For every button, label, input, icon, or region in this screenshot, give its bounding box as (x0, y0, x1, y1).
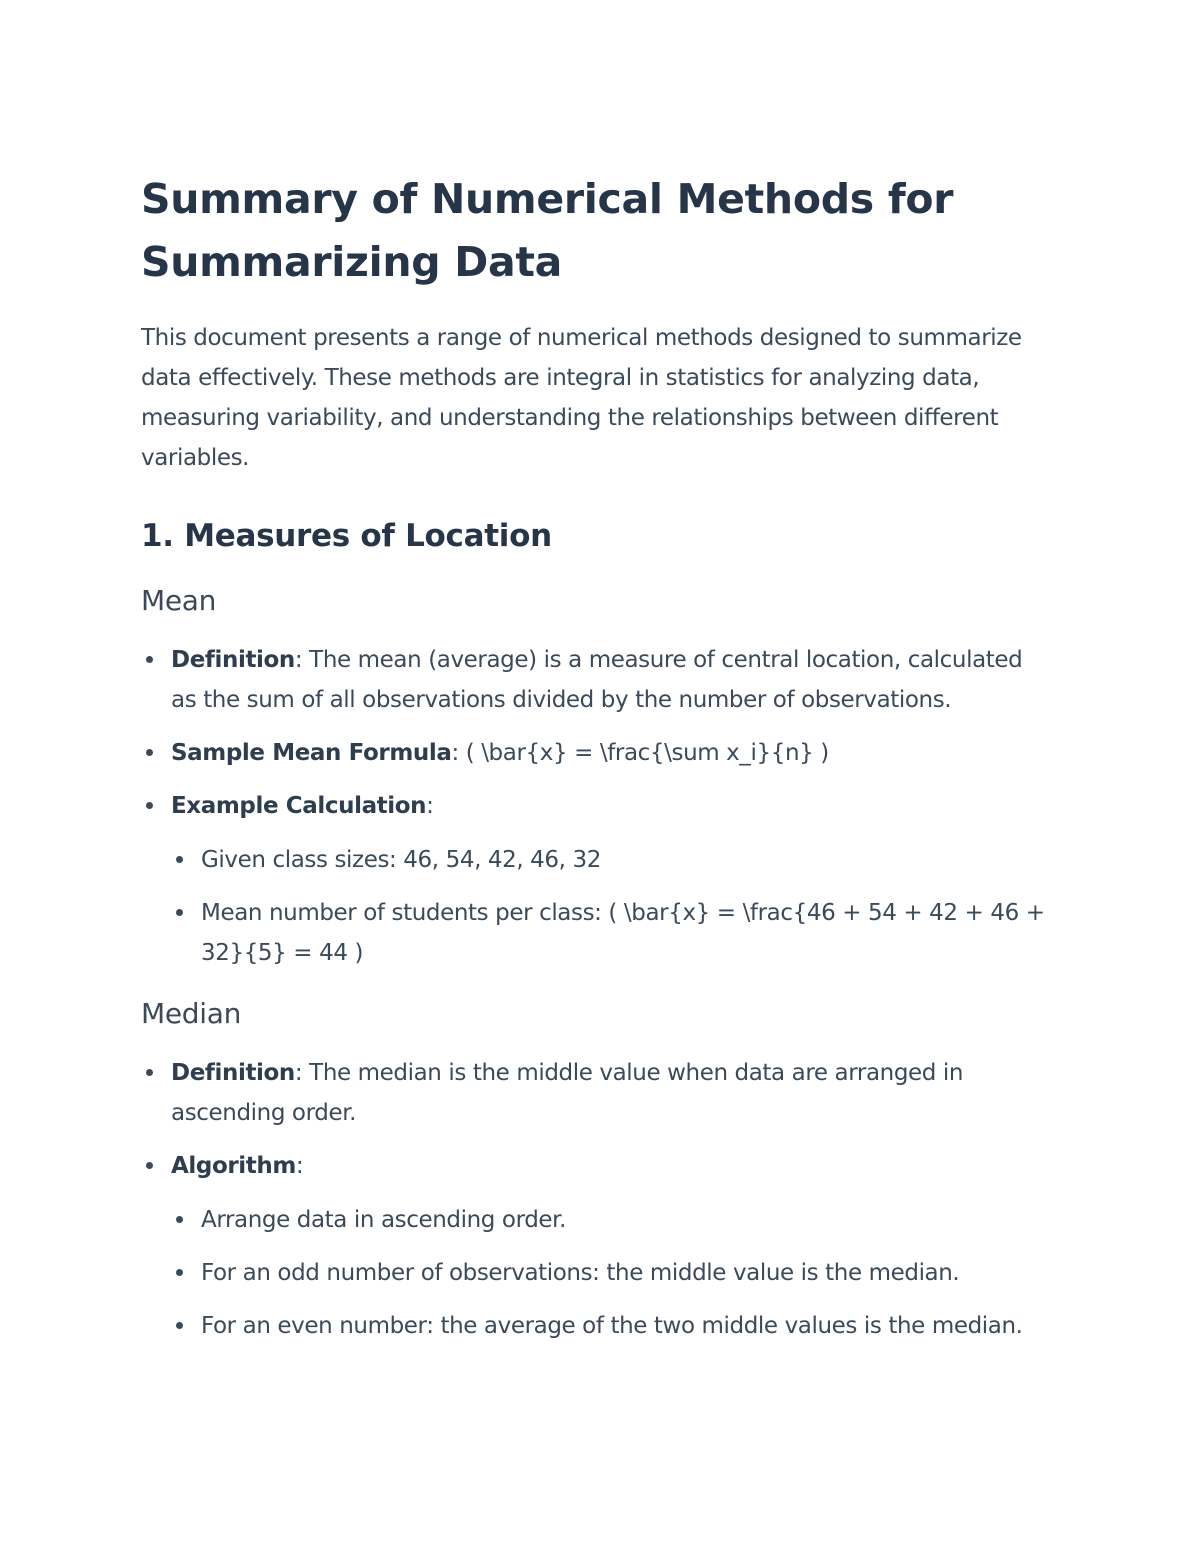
list-item (171, 640, 1050, 720)
item-text: : The mean (average) is a measure of central location, calculated as the sum of all observations divided by the number of observations. (171, 647, 1023, 713)
subitem-text: For an even number: the average of the two middle values is the median. (201, 1313, 1023, 1339)
bullet-icon (176, 1216, 183, 1223)
algorithm-sublist (171, 1200, 1050, 1346)
example-sublist (171, 840, 1050, 973)
bullet-icon (176, 1269, 183, 1276)
bullet-icon (176, 909, 183, 916)
mean-list (141, 640, 1050, 973)
list-item (171, 1053, 1050, 1133)
bullet-icon (146, 1162, 153, 1169)
list-item (171, 733, 1050, 773)
item-text: : ( \bar{x} = \frac{\sum x_i}{n} ) (451, 740, 829, 766)
section-heading-measures-of-location: 1. Measures of Location (141, 518, 552, 554)
item-term: Example Calculation (171, 793, 427, 819)
list-item (171, 1146, 1050, 1346)
subitem-text: Given class sizes: 46, 54, 42, 46, 32 (201, 847, 601, 873)
bullet-icon (146, 749, 153, 756)
subitem-text: For an odd number of observations: the middle value is the median. (201, 1260, 960, 1286)
subsection-heading-mean: Mean (141, 584, 217, 617)
item-term: Sample Mean Formula (171, 740, 452, 766)
bullet-icon (146, 656, 153, 663)
subitem-text: Mean number of students per class: ( \bar{x} = \frac{46 + 54 + 42 + 46 + 32}{5} = 44 ) (201, 900, 1045, 966)
list-item (171, 786, 1050, 973)
bullet-icon (146, 802, 153, 809)
item-term: Definition (171, 1060, 295, 1086)
sublist-item (201, 1253, 1050, 1293)
item-text: : (426, 793, 434, 819)
item-term: Definition (171, 647, 295, 673)
bullet-icon (146, 1069, 153, 1076)
subsection-heading-median: Median (141, 997, 242, 1030)
sublist-item (201, 1306, 1050, 1346)
item-term: Algorithm (171, 1153, 296, 1179)
bullet-icon (176, 1322, 183, 1329)
median-list (141, 1053, 1050, 1346)
sublist-item (201, 1200, 1050, 1240)
sublist-item (201, 840, 1050, 880)
item-text: : The median is the middle value when data are arranged in ascending order. (171, 1060, 964, 1126)
item-text: : (295, 1153, 304, 1179)
sublist-item (201, 893, 1050, 973)
subitem-text: Arrange data in ascending order. (201, 1207, 567, 1233)
document-title: Summary of Numerical Methods for Summarizing Data (141, 175, 954, 286)
intro-paragraph: This document presents a range of numerical methods designed to summarize data effectively. These methods are integral in statistics for analyzing data, measuring variability, and understanding the relationships between different variables. (141, 325, 1022, 471)
bullet-icon (176, 856, 183, 863)
